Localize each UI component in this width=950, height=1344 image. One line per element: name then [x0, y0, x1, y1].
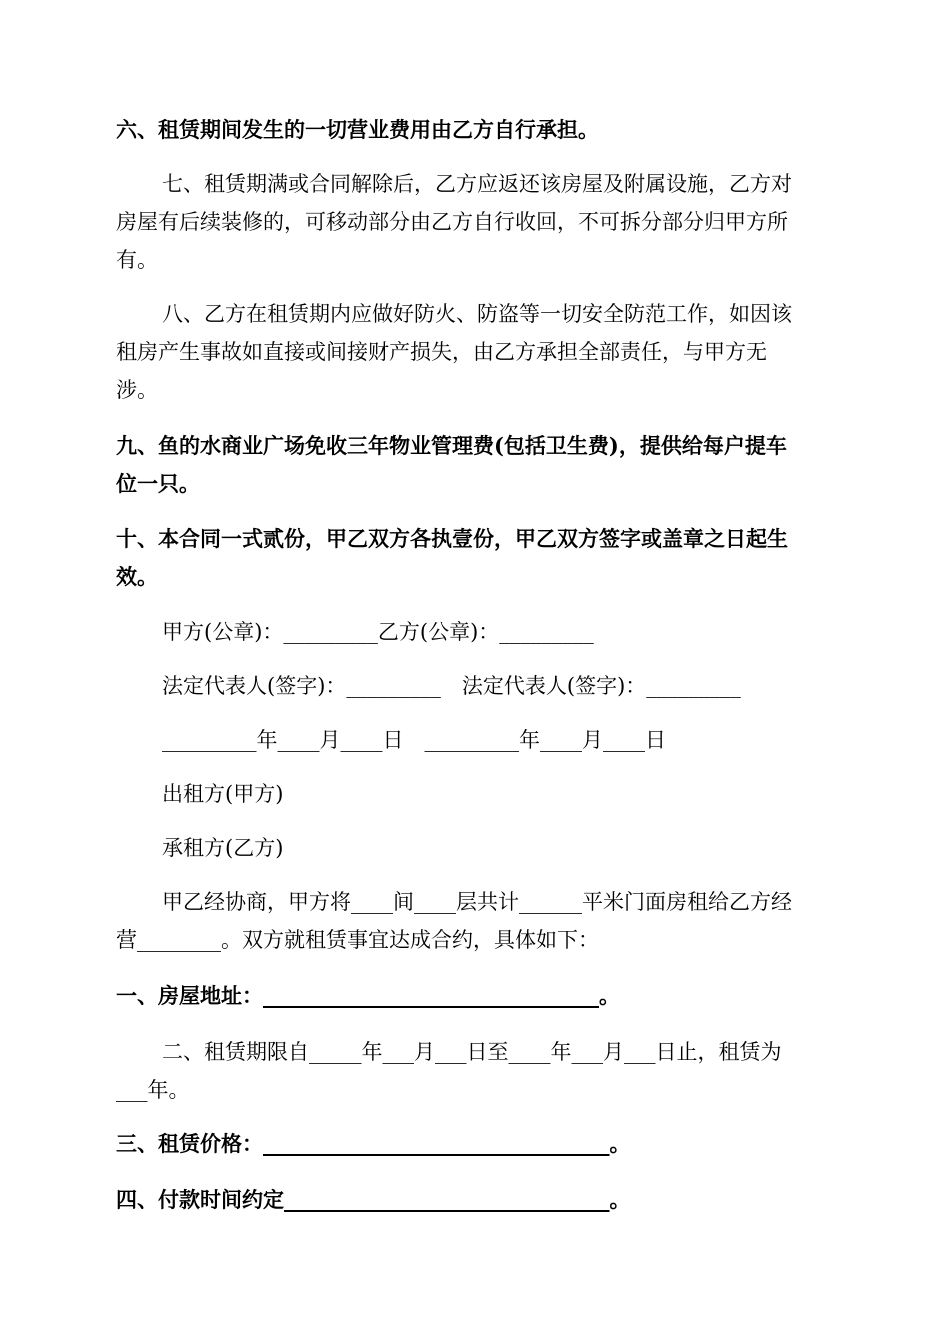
- seal-line: 甲方(公章)：_________乙方(公章)：_________: [162, 620, 594, 644]
- clause-4-payment: 四、付款时间约定_______________________________。: [116, 1187, 631, 1212]
- representative-line: 法定代表人(签字)：_________ 法定代表人(签字)：_________: [162, 674, 741, 698]
- clause-10-line-2: 效。: [116, 564, 158, 589]
- clause-6: 六、租赁期间发生的一切营业费用由乙方自行承担。: [116, 117, 599, 142]
- intro-line-1: 甲乙经协商，甲方将____间____层共计______平米门面房租给乙方经: [162, 890, 792, 914]
- clause-8-line-2: 租房产生事故如直接或间接财产损失，由乙方承担全部责任，与甲方无: [116, 340, 767, 364]
- clause-8-line-3: 涉。: [116, 378, 158, 402]
- lessee-label: 承租方(乙方): [162, 836, 284, 860]
- intro-line-2: 营________。双方就租赁事宜达成合约，具体如下：: [116, 928, 599, 952]
- clause-10-line-1: 十、本合同一式贰份，甲乙双方各执壹份，甲乙双方签字或盖章之日起生: [116, 526, 788, 551]
- clause-3-price: 三、租赁价格：_________________________________。: [116, 1131, 631, 1156]
- clause-9-line-1: 九、鱼的水商业广场免收三年物业管理费(包括卫生费)，提供给每户提车: [116, 433, 787, 458]
- clause-1-address: 一、房屋地址：________________________________。: [116, 983, 620, 1008]
- date-line: _________年____月____日 _________年____月____日: [162, 728, 666, 752]
- clause-7-line-2: 房屋有后续装修的，可移动部分由乙方自行收回，不可拆分部分归甲方所: [116, 210, 788, 234]
- clause-7-line-1: 七、租赁期满或合同解除后，乙方应返还该房屋及附属设施，乙方对: [162, 172, 792, 196]
- clause-8-line-1: 八、乙方在租赁期内应做好防火、防盗等一切安全防范工作，如因该: [162, 302, 792, 326]
- clause-7-line-3: 有。: [116, 248, 158, 272]
- lessor-label: 出租方(甲方): [162, 782, 284, 806]
- clause-9-line-2: 位一只。: [116, 471, 200, 496]
- clause-2-line-1: 二、租赁期限自_____年___月___日至____年___月___日止，租赁为: [162, 1040, 782, 1064]
- clause-2-line-2: ___年。: [116, 1078, 190, 1102]
